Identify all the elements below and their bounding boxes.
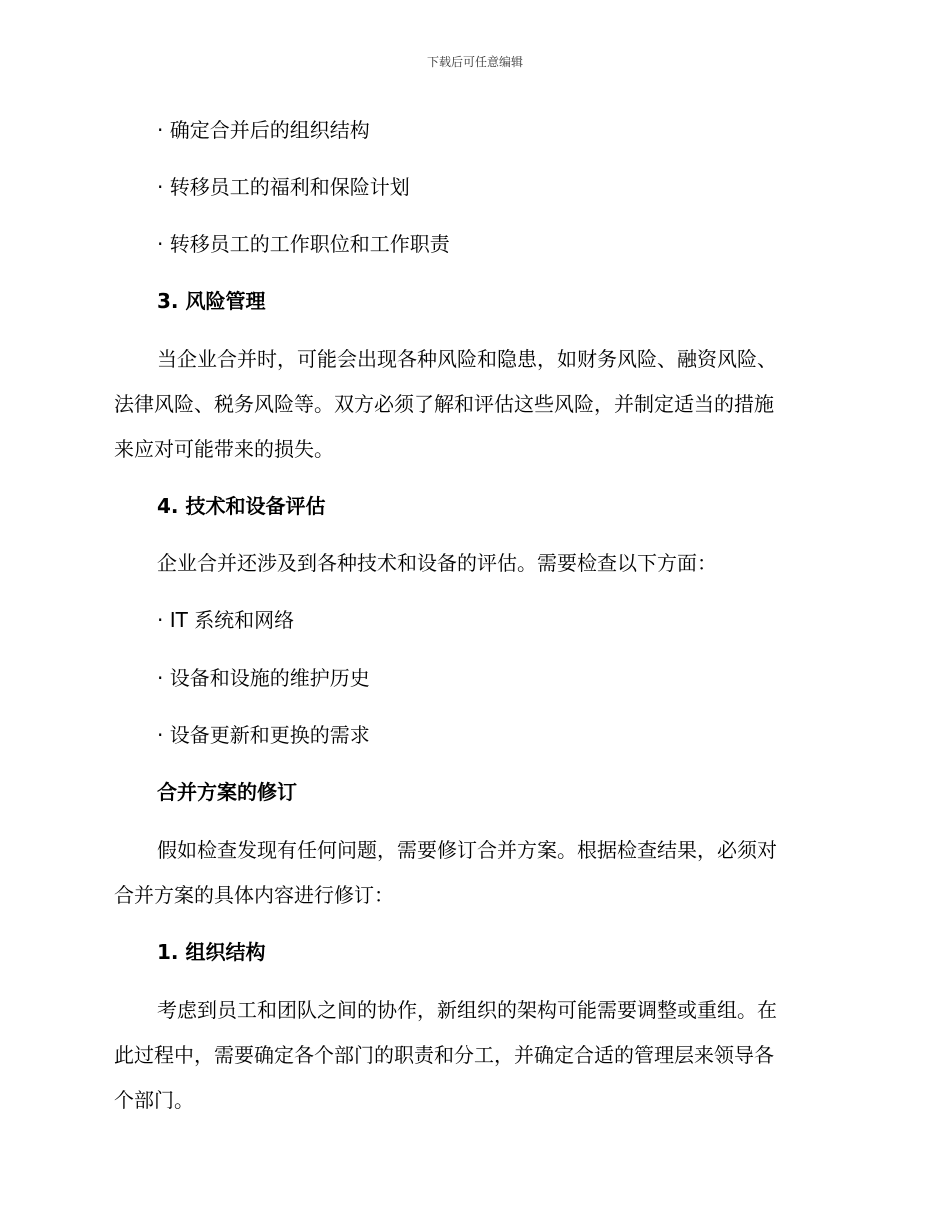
page-header: 下载后可任意编辑: [426, 55, 523, 69]
section-heading: 合并方案的修订: [157, 780, 297, 804]
bullet-item: · IT 系统和网络: [157, 608, 295, 632]
paragraph-line: 法律风险、税务风险等。双方必须了解和评估这些风险，并制定适当的措施: [114, 392, 774, 416]
bullet-item: · 转移员工的工作职位和工作职责: [157, 232, 450, 256]
bullet-item: · 转移员工的福利和保险计划: [157, 175, 410, 199]
bullet-item: · 设备更新和更换的需求: [157, 723, 370, 747]
paragraph-line: 此过程中，需要确定各个部门的职责和分工，并确定合适的管理层来领导各: [114, 1043, 774, 1067]
paragraph-line: 合并方案的具体内容进行修订：: [114, 883, 394, 907]
bullet-item: · 确定合并后的组织结构: [157, 118, 370, 142]
paragraph-line: 来应对可能带来的损失。: [114, 437, 334, 461]
paragraph-line: 个部门。: [114, 1088, 194, 1112]
paragraph-line: 考虑到员工和团队之间的协作，新组织的架构可能需要调整或重组。在: [157, 998, 777, 1022]
paragraph-line: 假如检查发现有任何问题，需要修订合并方案。根据检查结果，必须对: [157, 838, 777, 862]
paragraph-line: 当企业合并时，可能会出现各种风险和隐患，如财务风险、融资风险、: [157, 347, 777, 371]
section-heading: 4. 技术和设备评估: [157, 494, 326, 518]
section-heading: 1. 组织结构: [157, 940, 266, 964]
bullet-item: · 设备和设施的维护历史: [157, 666, 370, 690]
section-heading: 3. 风险管理: [157, 289, 266, 313]
paragraph-line: 企业合并还涉及到各种技术和设备的评估。需要检查以下方面：: [157, 551, 717, 575]
